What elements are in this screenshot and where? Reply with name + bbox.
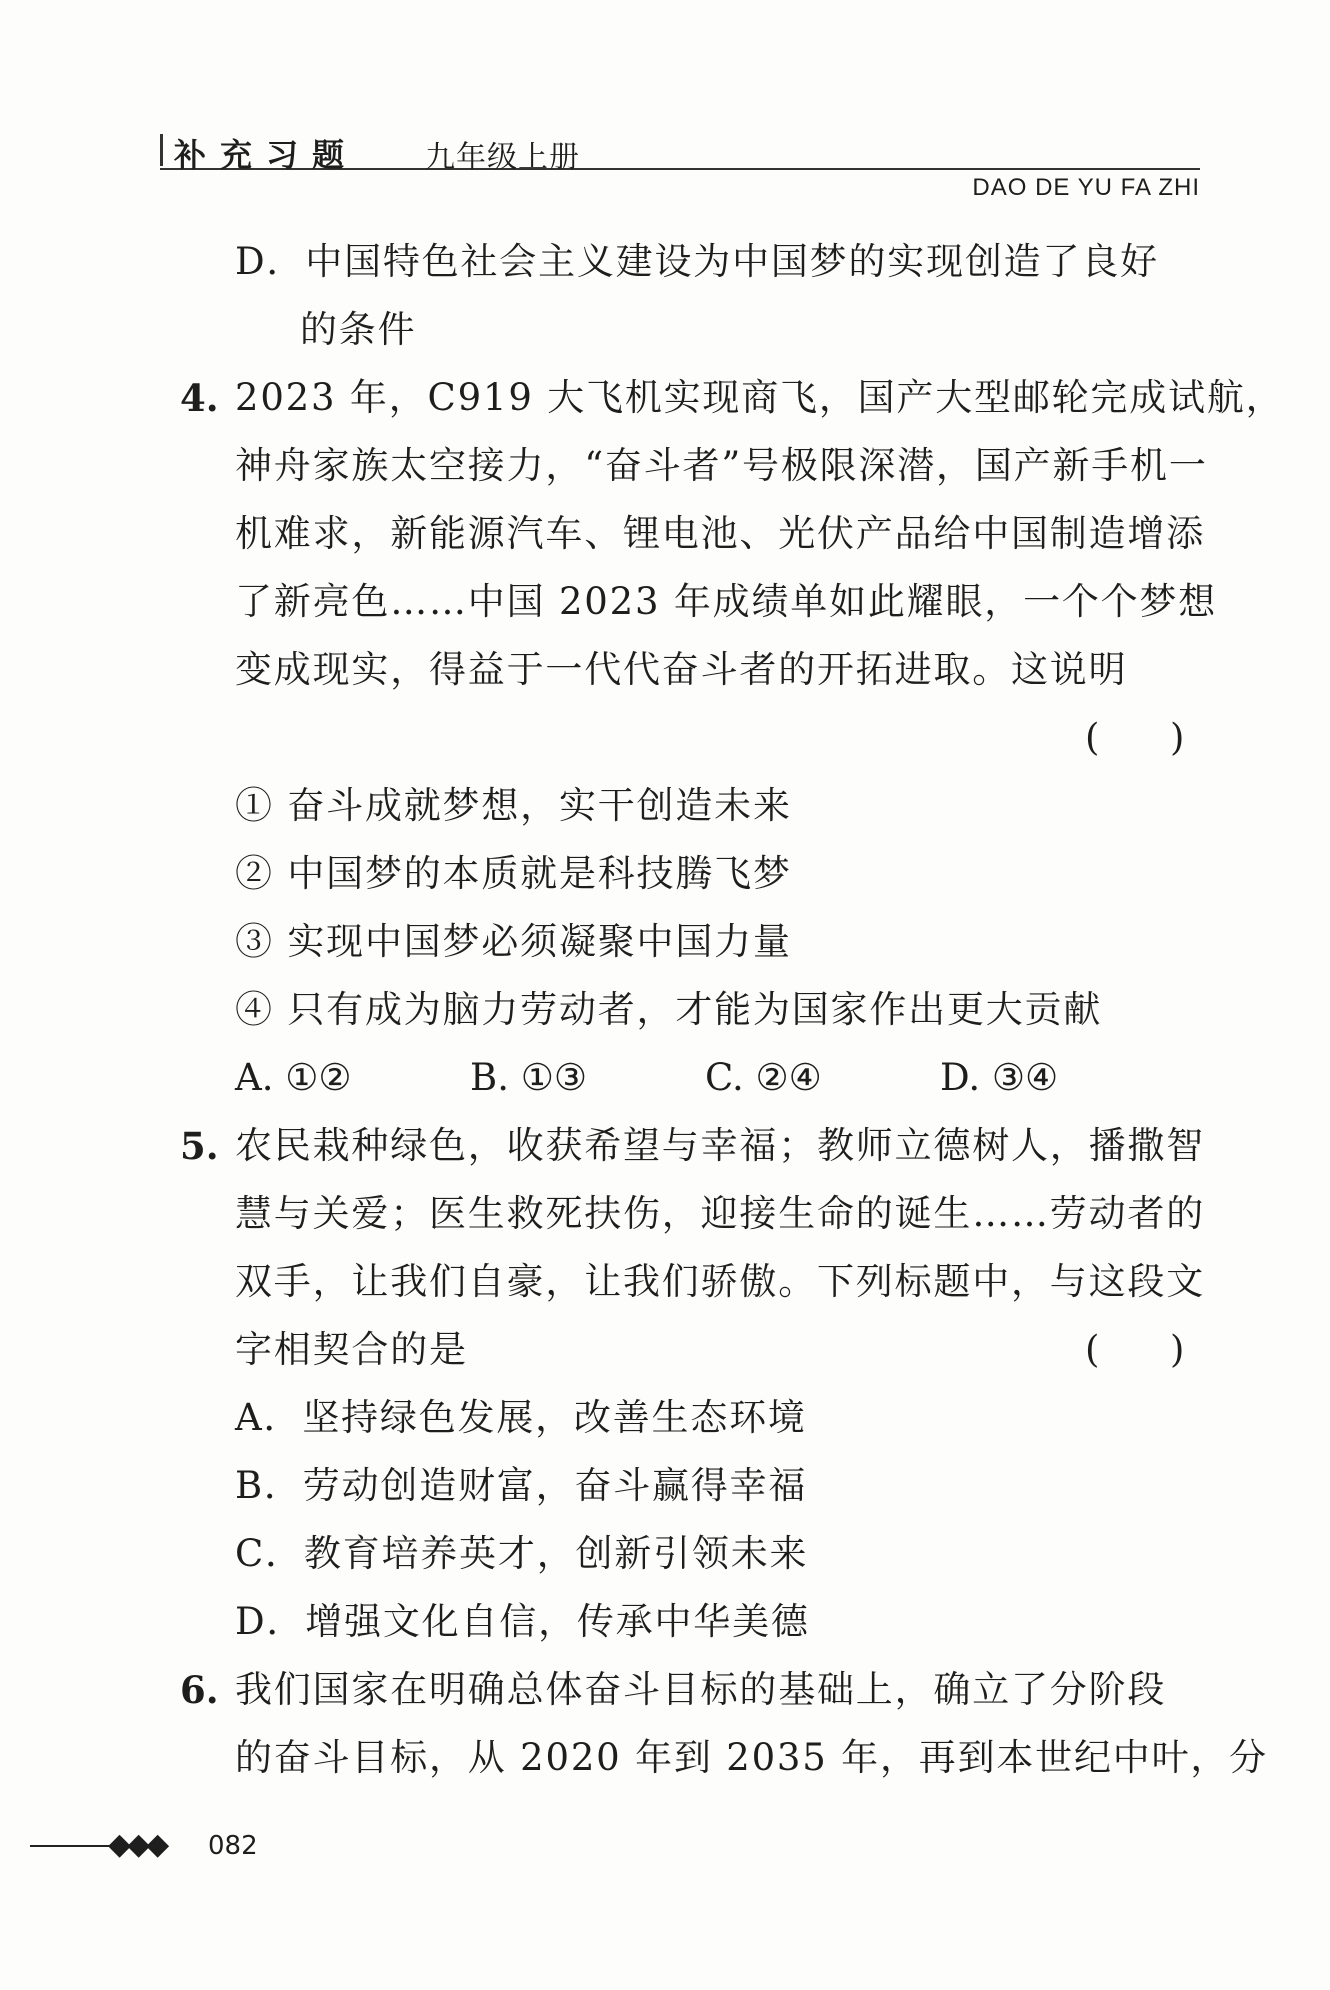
q4-option-a[interactable]: A. ①② <box>235 1056 352 1099</box>
q5-option-c[interactable]: C．教育培养英才，创新引领未来 <box>235 1532 809 1575</box>
q4-statement-3: ③ 实现中国梦必须凝聚中国力量 <box>235 920 792 963</box>
q5-option-d[interactable]: D．增强文化自信，传承中华美德 <box>235 1600 810 1643</box>
q5-line-3: 双手，让我们自豪，让我们骄傲。下列标题中，与这段文 <box>235 1260 1205 1303</box>
q3-option-d-line1: D．中国特色社会主义建设为中国梦的实现创造了良好 <box>235 240 1159 283</box>
book-title: 九年级上册 <box>425 140 580 175</box>
q5-line-2: 慧与关爱；医生救死扶伤，迎接生命的诞生……劳动者的 <box>235 1192 1205 1235</box>
q5-line-1: 农民栽种绿色，收获希望与幸福；教师立德树人，播撒智 <box>235 1124 1205 1167</box>
q4-statement-2: ② 中国梦的本质就是科技腾飞梦 <box>235 852 792 895</box>
q4-option-b[interactable]: B. ①③ <box>470 1056 588 1099</box>
q4-line-1: 2023 年，C919 大飞机实现商飞，国产大型邮轮完成试航， <box>235 376 1285 419</box>
q5-option-a[interactable]: A．坚持绿色发展，改善生态环境 <box>235 1396 807 1439</box>
q6-line-1: 我们国家在明确总体奋斗目标的基础上，确立了分阶段 <box>235 1668 1167 1711</box>
q4-statement-1: ① 奋斗成就梦想，实干创造未来 <box>235 784 792 827</box>
footer-rule <box>30 1845 110 1847</box>
page-number: 082 <box>208 1831 258 1861</box>
q6-line-2: 的奋斗目标，从 2020 年到 2035 年，再到本世纪中叶，分 <box>235 1736 1268 1779</box>
q3-option-d-line2: 的条件 <box>300 308 417 351</box>
q5-answer-paren[interactable]: ( ) <box>1085 1328 1185 1371</box>
q4-statement-4: ④ 只有成为脑力劳动者，才能为国家作出更大贡献 <box>235 988 1103 1031</box>
subject-pinyin: DAO DE YU FA ZHI <box>972 174 1200 201</box>
q5-number: 5. <box>180 1124 219 1168</box>
header-left-rule <box>160 134 163 166</box>
q4-option-c[interactable]: C. ②④ <box>705 1056 822 1099</box>
q4-line-4: 了新亮色……中国 2023 年成绩单如此耀眼，一个个梦想 <box>235 580 1218 623</box>
q5-option-b[interactable]: B．劳动创造财富，奋斗赢得幸福 <box>235 1464 808 1507</box>
q4-line-3: 机难求，新能源汽车、锂电池、光伏产品给中国制造增添 <box>235 512 1205 555</box>
q4-answer-paren[interactable]: ( ) <box>1085 716 1185 759</box>
q4-number: 4. <box>180 376 219 420</box>
header-bar <box>160 128 1200 175</box>
q5-line-4: 字相契合的是 <box>235 1328 468 1371</box>
diamond-ornament-icon: ◆◆◆ <box>108 1827 166 1862</box>
page-footer <box>30 1825 330 1865</box>
q4-option-d[interactable]: D. ③④ <box>940 1056 1059 1099</box>
q6-number: 6. <box>180 1668 219 1712</box>
q4-line-2: 神舟家族太空接力，“奋斗者”号极限深潜，国产新手机一 <box>235 444 1208 487</box>
series-title: 补充习题 <box>174 136 359 174</box>
q4-line-5: 变成现实，得益于一代代奋斗者的开拓进取。这说明 <box>235 648 1128 691</box>
